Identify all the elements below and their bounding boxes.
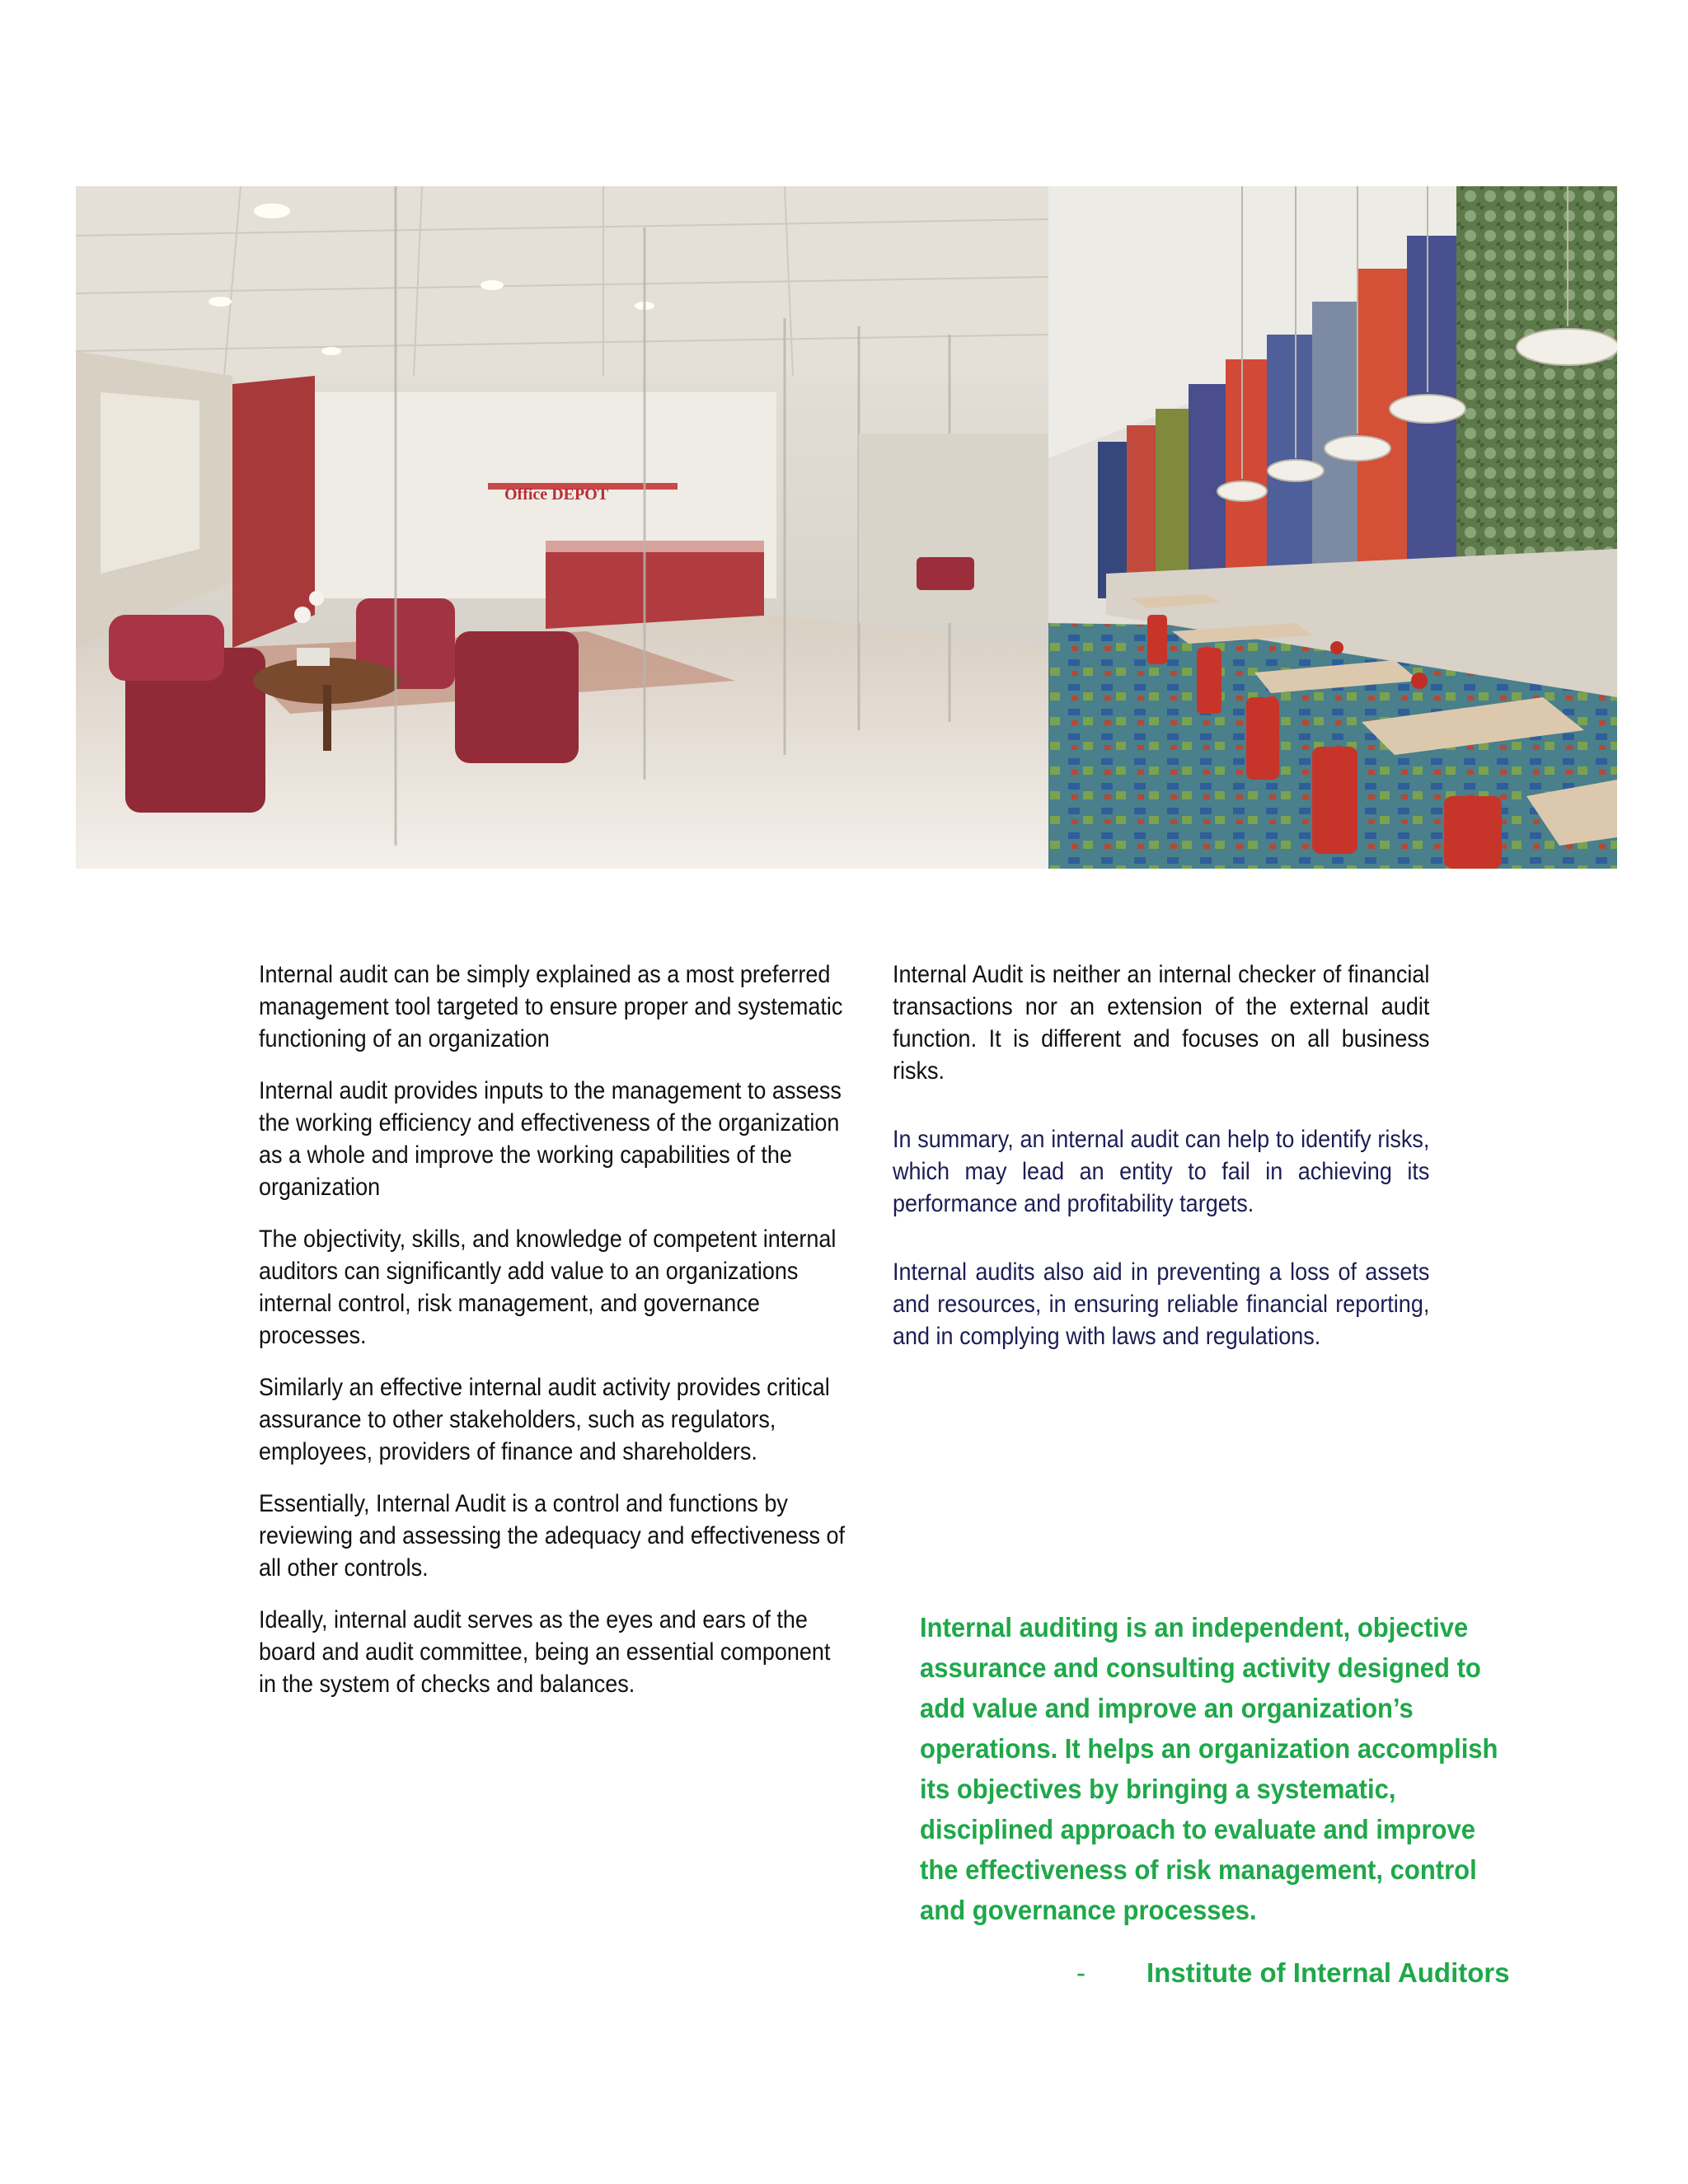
prevention-paragraph: Internal audits also aid in preventing a loss of assets and resources, in ensuring reliable financial reporting, and in complying with laws and regulations. (893, 1258, 1430, 1350)
eyes-and-ears-paragraph: Ideally, internal audit serves as the eyes and ears of the board and audit committee, being an essential component in the system of checks and balances. (259, 1606, 831, 1698)
objectivity-paragraph: The objectivity, skills, and knowledge of competent internal auditors can significantly add value to an organizations internal control, risk management, and governance processes. (259, 1226, 837, 1349)
office-interior-photo (76, 186, 1617, 869)
summary-paragraph: In summary, an internal audit can help to identify risks, which may lead an entity to fail in achieving its performance and profitability targets. (893, 1126, 1430, 1217)
inputs-paragraph: Internal audit provides inputs to the management to assess the working efficiency and effectiveness of the organization as a whole and improve the working capabilities of the organization (259, 1077, 842, 1201)
left-text-column (259, 958, 846, 1720)
definition-quote: Internal auditing is an independent, objective assurance and consulting activity designed to add value and improve an organization’s operations. It helps an organization accomplish its objectives by bringing a systematic, disciplined approach to evaluate and improve the effectiveness of risk management, control and governance processes. (920, 1612, 1498, 1925)
office-interior-illustration (76, 186, 1617, 869)
neither-checker-paragraph: Internal Audit is neither an internal checker of financial transactions nor an extension of the external audit function. It is different and focuses on all business risks. (893, 961, 1430, 1085)
attribution-dash: - (1076, 1957, 1085, 1988)
control-paragraph: Essentially, Internal Audit is a control and functions by reviewing and assessing the adequacy and effectiveness of all other controls. (259, 1490, 845, 1582)
quote-attribution (1076, 1957, 1510, 1989)
right-text-column (893, 958, 1430, 1389)
assurance-paragraph: Similarly an effective internal audit activity provides critical assurance to other stakeholders, such as regulators, employees, providers of finance and shareholders. (259, 1374, 830, 1465)
attribution-source: Institute of Internal Auditors (1146, 1957, 1510, 1988)
svg-text:Office DEPOT: Office DEPOT (504, 485, 609, 504)
intro-paragraph: Internal audit can be simply explained as a most preferred management tool targeted to ensure proper and systematic functioning of an organization (259, 961, 843, 1052)
